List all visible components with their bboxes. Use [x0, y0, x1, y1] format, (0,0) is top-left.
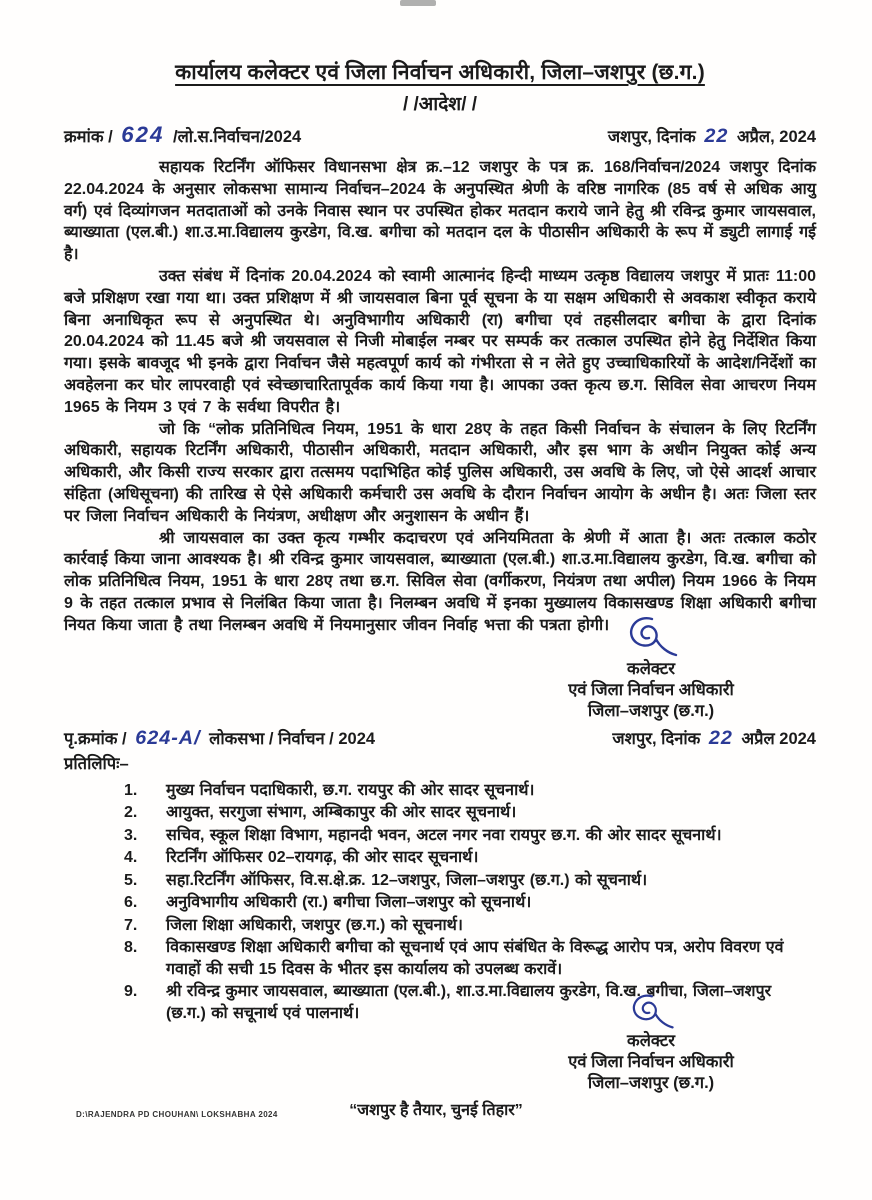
reference-number-line: [64, 124, 301, 147]
date-suffix: अप्रैल, 2024: [736, 128, 816, 146]
signatory-district: जिला–जशपुर (छ.ग.): [587, 1074, 715, 1093]
handwritten-sig-date-day: 22: [708, 726, 733, 749]
list-item-number: 7.: [124, 916, 138, 934]
date-prefix: जशपुर, दिनांक: [607, 128, 696, 146]
order-body: [64, 157, 816, 637]
page-footer: [0, 1096, 872, 1136]
signatory-designation: कलेक्टर: [627, 1032, 675, 1051]
scan-artifact: [400, 0, 436, 6]
list-item: [64, 847, 816, 869]
list-item-text: मुख्य निर्वाचन पदाधिकारी, छ.ग. रायपुर की ओर सादर सूचनार्थ।: [166, 781, 535, 799]
endorsement-number-line: [64, 726, 375, 749]
reference-line: [64, 124, 816, 147]
list-item-number: 4.: [124, 849, 138, 867]
endorsement-suffix: लोकसभा / निर्वाचन / 2024: [209, 729, 376, 748]
list-item: [64, 892, 816, 914]
order-heading: / /आदेश/ /: [402, 94, 478, 115]
list-item-text: रिटर्निंग ऑफिसर 02–रायगढ़, की ओर सादर सूचनार्थ।: [166, 849, 479, 867]
list-item-number: 3.: [124, 826, 138, 844]
endorsement-row: [64, 726, 816, 749]
list-item: [64, 825, 816, 847]
list-item-number: 8.: [124, 939, 138, 957]
list-item-number: 2.: [124, 804, 138, 822]
copy-distribution-list: [64, 780, 816, 1025]
list-item-text: आयुक्त, सरगुजा संभाग, अम्बिकापुर की ओर सादर सूचनार्थ।: [166, 804, 517, 822]
copy-to-label: प्रतिलिपिः–: [64, 754, 129, 773]
signatory-designation: कलेक्टर: [627, 659, 675, 678]
signature-date-line: [612, 726, 816, 749]
list-item: [64, 802, 816, 824]
paragraph-2: उक्त संबंध में दिनांक 20.04.2024 को स्वामी आत्मानंद हिन्दी माध्यम उत्कृष्ठ विद्यालय जशपुर में प्रातः 11:00 बजे प्रशिक्षण रखा गया था। उक्त प्रशिक्षण में श्री जायसवाल बिना पूर्व सूचना के या सक्षम अधिकारी से अवकाश स्वीकृत कराये बिना अनाधिकृत रूप से अनुपस्थित थे। अनुविभागीय अधिकारी (रा) बगीचा एवं तहसीलदार बगीचा के द्वारा दिनांक 20.04.2024 को 11.45 बजे श्री जयसवाल से निजी मोबाईल नम्बर पर सम्पर्क कर तत्काल उपस्थित होने हेतु निर्देशित किया गया। इसके बावजूद भी इनके द्वारा निर्वाचन जैसे महत्वपूर्ण कार्य को गंभीरता से न लेते हुए उच्चाधिकारियों के आदेश/निर्देशों का अवहेलना कर घोर लापरवाही एवं स्वेच्छाचारितापूर्वक कार्य किया गया है। आपका उक्त कृत्य छ.ग. सिविल सेवा आचरण नियम 1965 के नियम 3 एवं 7 के सर्वथा विपरीत है।: [64, 267, 816, 416]
list-item-text: श्री रविन्द्र कुमार जायसवाल, ब्याख्याता (एल.बी.), शा.उ.मा.विद्यालय कुरडेग, वि.ख. बगीचा, जिला–जशपुर (छ.ग.) को सचूनार्थ एवं पालनार्थ।: [166, 983, 772, 1022]
list-item-text: विकासखण्ड शिक्षा अधिकारी बगीचा को सूचनार्थ एवं आप संबंधित के विरूद्ध आरोप पत्र, अरोप विवरण एवं गवाहों की सची 15 दिवस के भीतर इस कार्यालय को उपलब्ध करावें।: [166, 939, 784, 978]
list-item: [64, 780, 816, 802]
signature-flourish-icon: [622, 613, 680, 659]
signatory-district: जिला–जशपुर (छ.ग.): [587, 701, 715, 720]
handwritten-endorsement-number: 624-A/: [135, 726, 201, 749]
date-line: [608, 124, 816, 147]
signatory-designation-2: एवं जिला निर्वाचन अधिकारी: [568, 680, 734, 699]
handwritten-date-day: 22: [704, 125, 729, 147]
signatory-designation-2: एवं जिला निर्वाचन अधिकारी: [568, 1053, 734, 1072]
list-item-text: सहा.रिटर्निंग ऑफिसर, वि.स.क्षे.क्र. 12–जशपुर, जिला–जशपुर (छ.ग.) को सूचनार्थ।: [166, 871, 648, 889]
list-item-number: 1.: [124, 781, 138, 799]
list-item: [64, 915, 816, 937]
list-item: [64, 870, 816, 892]
paragraph-4: श्री जायसवाल का उक्त कृत्य गम्भीर कदाचरण एवं अनियमितता के श्रेणी में आता है। अतः तत्काल कठोर कार्रवाई किया जाना आवश्यक है। श्री रविन्द्र कुमार जायसवाल, ब्याख्याता (एल.बी.) शा.उ.मा.विद्यालय कुरडेग, वि.ख. बगीचा को लोक प्रतिनिधित्व नियम, 1951 के धारा 28ए तथा छ.ग. सिविल सेवा (वर्गीकरण, नियंत्रण तथा अपील) नियम 1966 के नियम 9 के तहत तत्काल प्रभाव से निलंबित किया जाता है। निलम्बन अवधि में इनका मुख्यालय विकासखण्ड शिक्षा अधिकारी बगीचा नियत किया जाता है तथा निलम्बन अवधि में नियमानुसार जीवन निर्वाह भत्ता की पत्रता होगी।: [64, 529, 816, 634]
list-item-number: 6.: [124, 894, 138, 912]
list-item-text: जिला शिक्षा अधिकारी, जशपुर (छ.ग.) को सूचनार्थ।: [166, 916, 463, 934]
list-item-text: सचिव, स्कूल शिक्षा विभाग, महानदी भवन, अटल नगर नवा रायपुर छ.ग. की ओर सादर सूचनार्थ।: [166, 826, 722, 844]
ref-prefix: क्रमांक /: [64, 128, 113, 146]
sig-date-suffix: अप्रैल 2024: [741, 729, 816, 748]
handwritten-ref-number: 624: [121, 122, 165, 147]
endorsement-prefix: पृ.क्रमांक /: [64, 729, 127, 748]
list-item: [64, 937, 816, 980]
list-item-text: अनुविभागीय अधिकारी (रा.) बगीचा जिला–जशपुर को सूचनार्थ।: [166, 894, 532, 912]
ref-suffix: /लो.स.निर्वाचन/2024: [173, 128, 302, 146]
election-slogan: “जशपुर है तैयार, चुनई तिहार”: [349, 1102, 523, 1119]
paragraph-1: सहायक रिटर्निंग ऑफिसर विधानसभा क्षेत्र क्र.–12 जशपुर के पत्र क्र. 168/निर्वाचन/2024 जशपुर दिनांक 22.04.2024 के अनुसार लोकसभा सामान्य निर्वाचन–2024 के अनुपस्थित श्रेणी के वरिष्ठ नागरिक (85 वर्ष से अधिक आयु वर्ग) एवं दिव्यांगजन मतदाताओं को उनके निवास स्थान पर उपस्थित होकर मतदान कराये जाने हेतु श्री रविन्द्र कुमार जायसवाल, ब्याख्याता (एल.बी.) शा.उ.मा.विद्यालय कुरडेग, वि.ख. बगीचा को मतदान दल के पीठासीन अधिकारी के रूप में ड्युटी लागाई गई है।: [64, 159, 816, 264]
sig-date-prefix: जशपुर, दिनांक: [612, 729, 701, 748]
file-path-text: D:\RAJENDRA PD CHOUHAN\ LOKSHABHA 2024: [76, 1110, 278, 1119]
list-item-number: 5.: [124, 871, 138, 889]
paragraph-3: जो कि “लोक प्रतिनिधित्व नियम, 1951 के धारा 28ए के तहत किसी निर्वाचन के संचालन के लिए रिटर्निंग अधिकारी, सहायक रिटर्निंग अधिकारी, पीठासीन अधिकारी, मतदान अधिकारी, और इस भाग के अधीन नियुक्त कोई अन्य अधिकारी, और किसी राज्य सरकार द्वारा तत्समय पदाभिहित कोई पुलिस अधिकारी, उस अवधि के लिए, जो ऐसे आदर्श आचार संहिता (अधिसूचना) की तारिख से ऐसे अधिकारी कर्मचारी उस अवधि के दौरान निर्वाचन आयोग के अधीन है। अतः जिला स्तर पर जिला निर्वाचन अधिकारी के नियंत्रण, अधीक्षण और अनुशासन के अधीन हैं।: [64, 420, 816, 525]
document-content: [64, 50, 816, 1094]
list-item: [64, 981, 816, 1024]
list-item-number: 9.: [124, 983, 138, 1001]
office-title: कार्यालय कलेक्टर एवं जिला निर्वाचन अधिकारी, जिला–जशपुर (छ.ग.): [175, 61, 705, 84]
